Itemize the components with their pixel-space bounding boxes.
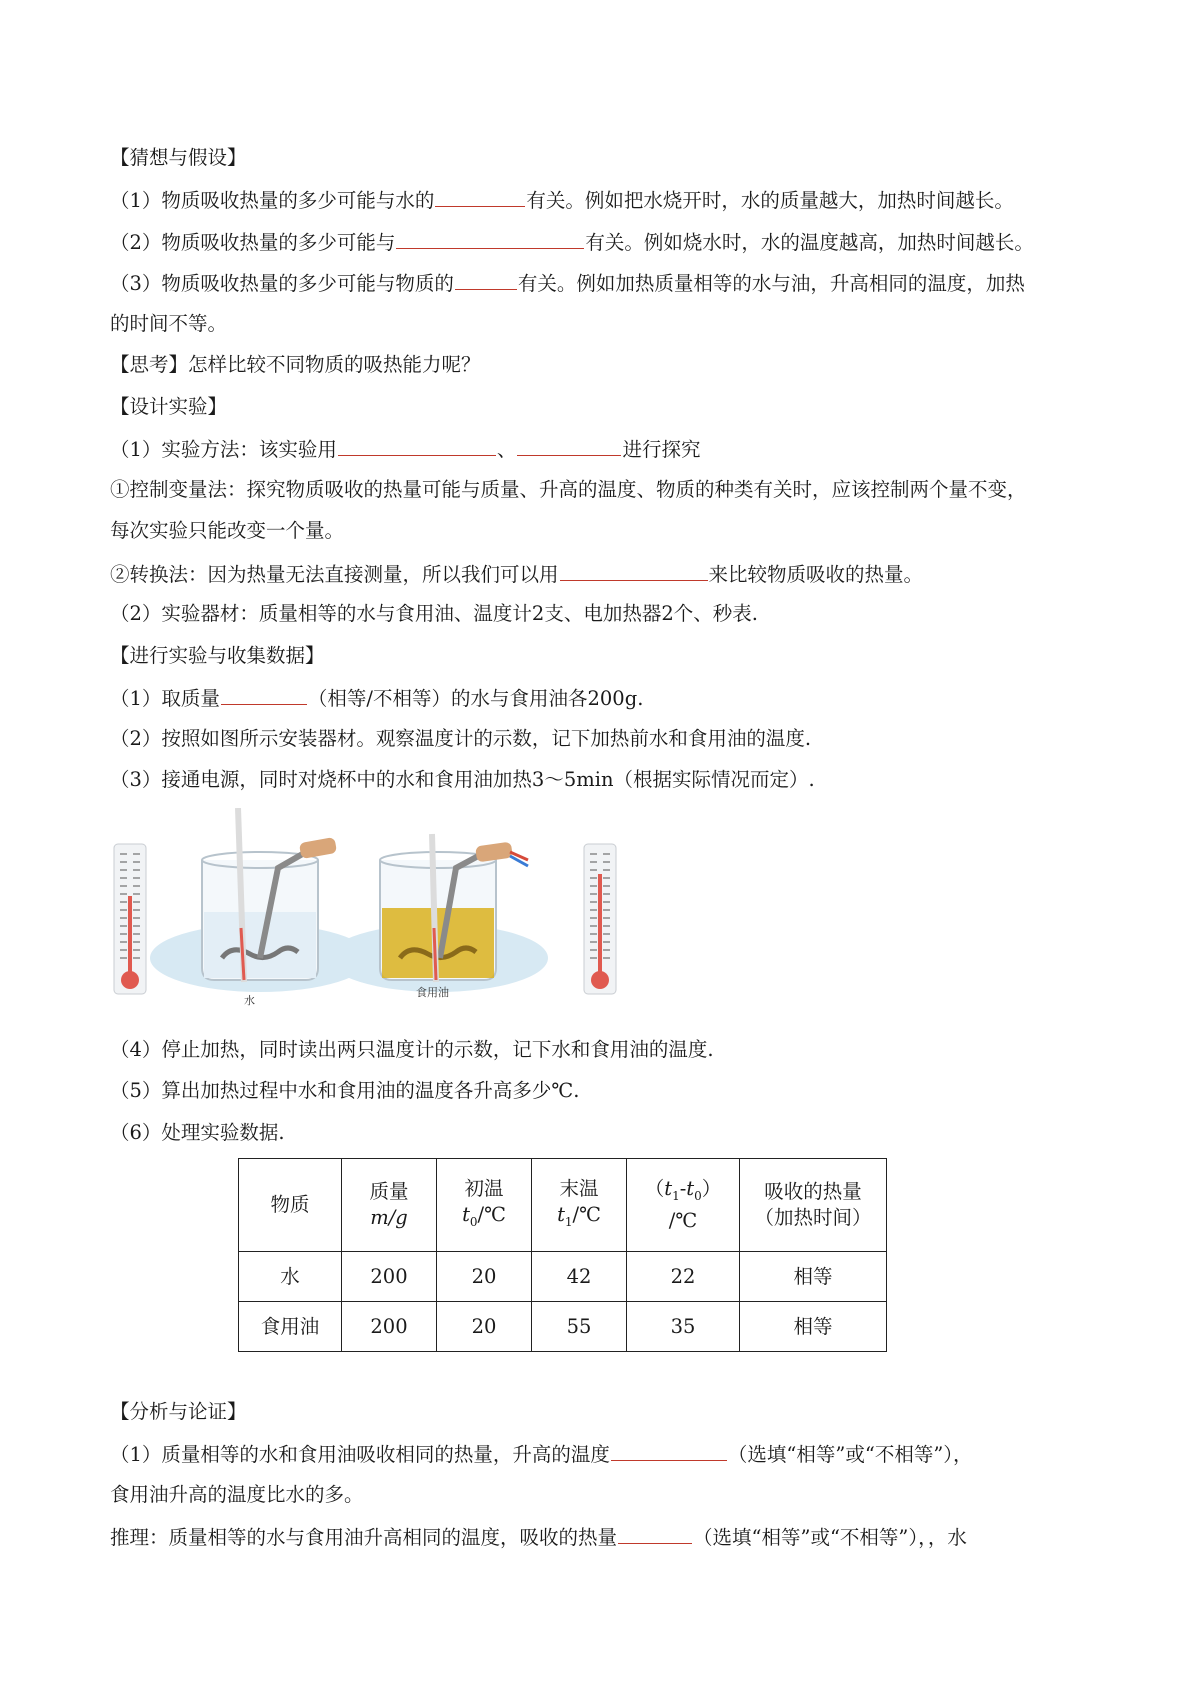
experiment-svg (110, 808, 630, 1008)
answer-blank[interactable] (560, 560, 708, 581)
cell-substance: 水 (239, 1252, 342, 1302)
hypothesis-3-text-b: 有关。例如加热质量相等的水与油，升高相同的温度，加热 (517, 272, 1025, 295)
analysis-item-1-cont: 食用油升高的温度比水的多。 (110, 1483, 364, 1506)
procedure-step-2: （2）按照如图所示安装器材。观察温度计的示数，记下加热前水和食用油的温度. (110, 727, 812, 750)
control-variable-line-2: 每次实验只能改变一个量。 (110, 519, 345, 542)
answer-blank[interactable] (435, 186, 525, 207)
answer-blank[interactable] (517, 435, 621, 456)
procedure-step-1 (110, 684, 643, 712)
table-row (239, 1302, 887, 1352)
cell-heat: 相等 (740, 1252, 887, 1302)
header-heat-absorbed (740, 1159, 887, 1252)
equipment-list: （2）实验器材：质量相等的水与食用油、温度计2支、电加热器2个、秒表. (110, 602, 758, 625)
answer-blank[interactable] (611, 1440, 727, 1461)
hypothesis-2-text-b: 有关。例如烧水时，水的温度越高，加热时间越长。 (585, 231, 1034, 254)
procedure-step-5: （5）算出加热过程中水和食用油的温度各升高多少℃. (110, 1079, 580, 1102)
procedure-heading: 【进行实验与收集数据】 (110, 644, 325, 667)
header-final-label: 末温 (559, 1176, 599, 1200)
cell-initial-temp: 20 (437, 1302, 532, 1352)
design-heading: 【设计实验】 (110, 395, 228, 418)
cell-mass: 200 (342, 1302, 437, 1352)
analysis-heading: 【分析与论证】 (110, 1400, 247, 1423)
hypothesis-item-3-cont: 的时间不等。 (110, 312, 228, 335)
step-1-text-b: （相等/不相等）的水与食用油各200g. (307, 687, 644, 710)
water-beaker (150, 808, 370, 1007)
think-question: 【思考】怎样比较不同物质的吸热能力呢？ (110, 353, 481, 376)
header-change-unit: /℃ (668, 1209, 698, 1233)
analysis-1-text-b: （选填“相等”或“不相等”）， (727, 1443, 973, 1466)
design-method-text-a: （1）实验方法：该实验用 (110, 438, 337, 461)
hypothesis-heading: 【猜想与假设】 (110, 146, 247, 169)
cell-temp-change: 35 (627, 1302, 740, 1352)
inference-text-a: 推理：质量相等的水与食用油升高相同的温度，吸收的热量 (110, 1526, 618, 1549)
cell-final-temp: 55 (532, 1302, 627, 1352)
header-initial-label: 初温 (464, 1176, 504, 1200)
hypothesis-item-3 (110, 269, 1025, 297)
oil-beaker (328, 834, 548, 999)
table-header-row (239, 1159, 887, 1252)
header-initial-unit: $t_0/℃$ (462, 1202, 506, 1229)
answer-blank[interactable] (618, 1523, 692, 1544)
step-1-text-a: （1）取质量 (110, 687, 220, 710)
procedure-step-6: （6）处理实验数据. (110, 1121, 285, 1144)
experiment-illustration (110, 808, 630, 1008)
header-mass-label: 质量 (369, 1180, 409, 1203)
table-row (239, 1252, 887, 1302)
inference-line (110, 1523, 967, 1551)
cell-final-temp: 42 (532, 1252, 627, 1302)
procedure-step-3: （3）接通电源，同时对烧杯中的水和食用油加热3～5min（根据实际情况而定）. (110, 768, 815, 791)
hypothesis-3-text-a: （3）物质吸收热量的多少可能与物质的 (110, 272, 454, 295)
design-method (110, 435, 700, 463)
cell-mass: 200 (342, 1252, 437, 1302)
answer-blank[interactable] (455, 269, 517, 290)
cell-substance: 食用油 (239, 1302, 342, 1352)
data-table (238, 1158, 887, 1352)
header-heat-sub: （加热时间） (754, 1206, 872, 1229)
header-temp-change (627, 1159, 740, 1252)
header-heat-label: 吸收的热量 (764, 1180, 862, 1203)
hypothesis-1-text-b: 有关。例如把水烧开时，水的质量越大，加热时间越长。 (526, 189, 1014, 212)
header-mass-unit: m/g (370, 1206, 408, 1229)
cell-temp-change: 22 (627, 1252, 740, 1302)
conversion-text-a: ②转换法：因为热量无法直接测量，所以我们可以用 (110, 563, 559, 586)
cell-heat: 相等 (740, 1302, 887, 1352)
answer-blank[interactable] (338, 435, 496, 456)
header-final-temp (532, 1159, 627, 1252)
answer-blank[interactable] (221, 684, 307, 705)
design-method-text-c: 进行探究 (622, 438, 701, 461)
water-label: 水 (244, 994, 255, 1007)
thermometer-icon (584, 844, 616, 994)
cell-initial-temp: 20 (437, 1252, 532, 1302)
hypothesis-2-text-a: （2）物质吸收热量的多少可能与 (110, 231, 396, 254)
header-mass (342, 1159, 437, 1252)
conversion-method (110, 560, 923, 588)
analysis-item-1 (110, 1440, 973, 1468)
header-initial-temp (437, 1159, 532, 1252)
oil-label: 食用油 (416, 986, 449, 999)
header-change-label: $(t_1-t_0)$ (644, 1176, 722, 1203)
thermometer-icon (114, 844, 146, 994)
hypothesis-item-1 (110, 186, 1014, 214)
conversion-text-b: 来比较物质吸收的热量。 (708, 563, 924, 586)
procedure-step-4: （4）停止加热，同时读出两只温度计的示数，记下水和食用油的温度. (110, 1038, 714, 1061)
hypothesis-1-text-a: （1）物质吸收热量的多少可能与水的 (110, 189, 435, 212)
analysis-1-text-a: （1）质量相等的水和食用油吸收相同的热量，升高的温度 (110, 1443, 610, 1466)
header-final-unit: $t_1/℃$ (557, 1202, 601, 1229)
answer-blank[interactable] (396, 228, 584, 249)
design-method-sep: 、 (496, 438, 517, 461)
hypothesis-item-2 (110, 228, 1034, 256)
header-substance: 物质 (239, 1159, 342, 1252)
control-variable-line-1: ①控制变量法：探究物质吸收的热量可能与质量、升高的温度、物质的种类有关时，应该控制两个量不变， (110, 478, 1027, 501)
inference-text-b: （选填“相等”或“不相等”），，水 (693, 1526, 967, 1549)
